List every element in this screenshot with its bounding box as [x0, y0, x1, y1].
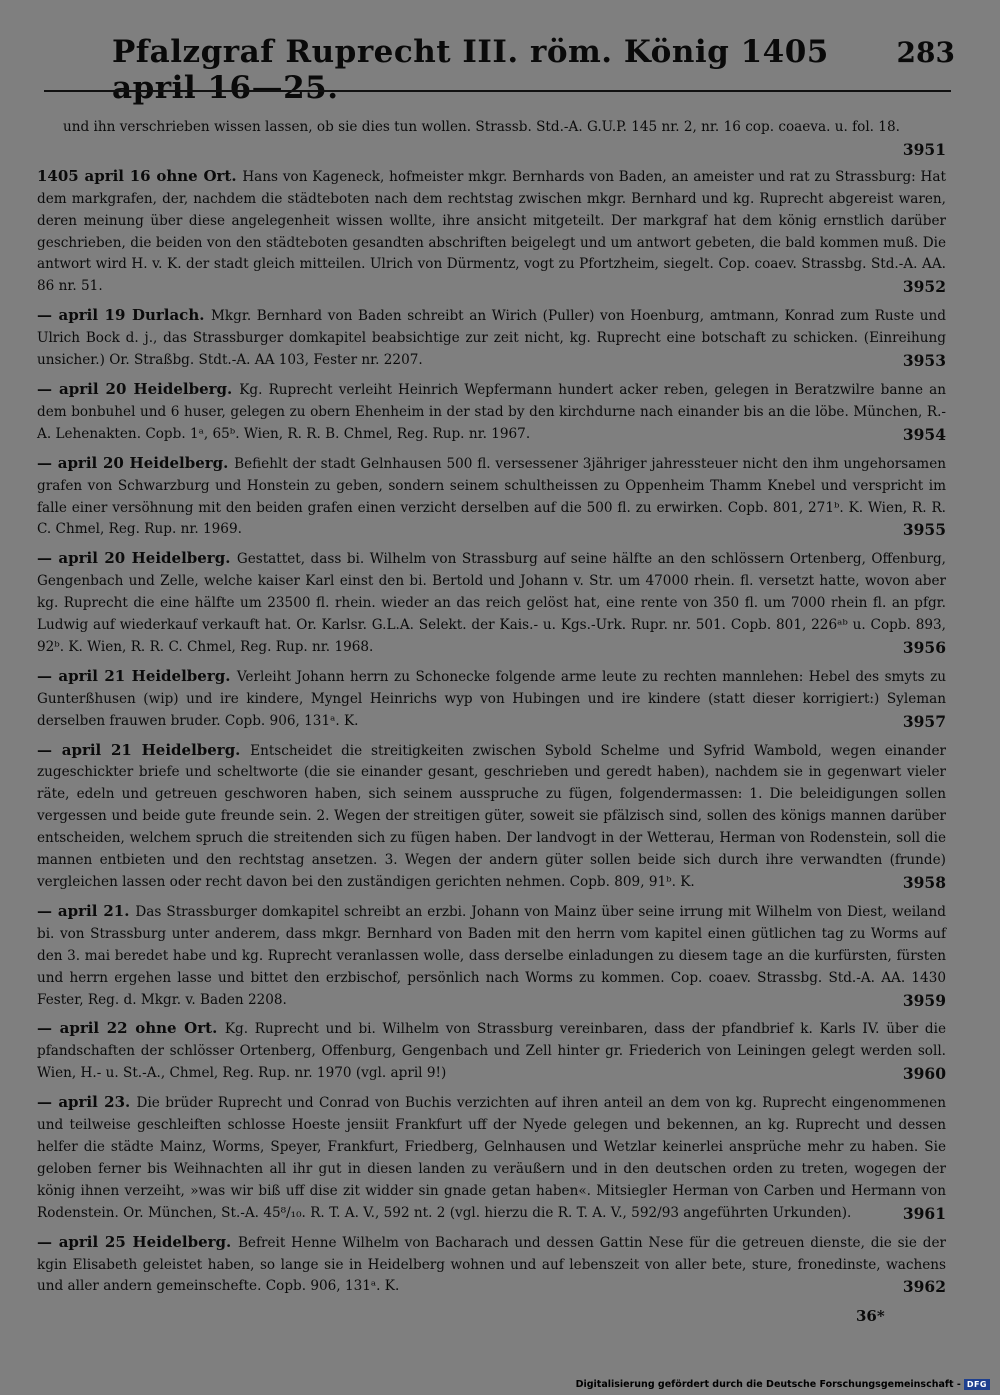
regest-entry: [37, 117, 946, 161]
entry-heading: — april 22 ohne Ort.: [37, 1019, 225, 1038]
entry-text: Verleiht Johann herrn zu Schonecke folgende arme leute zu rechten mannlehen: Hebel des smyts zu Gunterßhusen (wip) und ire kindere, Myngel Heinrichs wyp von Hubingen und ire kindere (statt dieser korrigiert:) Syleman derselben frauwen bruder. Copb. 906, 131ᵃ. K.: [37, 668, 946, 729]
header-title: Pfalzgraf Ruprecht III. röm. König 1405 april 16—25.: [112, 34, 829, 106]
entry-number: 3955: [902, 520, 946, 540]
header-rule: [44, 90, 951, 92]
entry-number: 3952: [902, 277, 946, 297]
page-number: 283: [896, 36, 955, 69]
regest-entry: [37, 305, 946, 372]
entry-text: und ihn verschrieben wissen lassen, ob sie dies tun wollen. Strassb. Std.-A. G.U.P. 145 nr. 2, nr. 16 cop. coaeva. u. fol. 18.: [63, 119, 900, 135]
footer-text: Digitalisierung gefördert durch die Deutsche Forschungsgemeinschaft -: [575, 1379, 961, 1390]
entry-number: 3962: [902, 1277, 946, 1297]
entry-heading: — april 23.: [37, 1093, 137, 1112]
entry-text: Gestattet, dass bi. Wilhelm von Strassburg auf seine hälfte an den schlössern Ortenberg, Offenburg, Gengenbach und Zelle, welche kaiser Karl einst den bi. Bertold und Johann v. Str. um 47000 rhein. fl. versetzt hatte, wovon aber kg. Ruprecht die eine hälfte um 23500 fl. rhein. wieder an das reich gelöst hat, eine rente von 350 fl. um 7000 rhein fl. an pfgr. Ludwig auf wiederkauf verkauft hat. Or. Karlsr. G.L.A. Selekt. der Kais.- u. Kgs.-Urk. Rupr. nr. 501. Copb. 801, 226ᵃᵇ u. Copb. 893, 92ᵇ. K. Wien, R. R. C. Chmel, Reg. Rup. nr. 1968.: [37, 551, 946, 655]
regest-entry: [37, 1232, 946, 1299]
entry-heading: — april 21 Heidelberg.: [37, 666, 237, 685]
entry-number: 3953: [902, 351, 946, 371]
entry-heading: — april 19 Durlach.: [37, 306, 211, 325]
entry-heading: — april 21 Heidelberg.: [37, 740, 251, 759]
entry-number: 3951: [902, 139, 946, 159]
regest-entry: [37, 1092, 946, 1224]
entry-number: 3958: [902, 873, 946, 892]
regesta-list: [37, 117, 946, 1305]
entry-heading: — april 20 Heidelberg.: [37, 453, 235, 472]
entry-text: Kg. Ruprecht und bi. Wilhelm von Strassburg vereinbaren, dass der pfandbrief k. Karls IV. über die pfandschaften der schlösser Ortenberg, Offenburg, Gengenbach und Zell hinter gr. Friederich von Leiningen gelegt werden soll. Wien, H.- u. St.-A., Chmel, Reg. Rup. nr. 1970 (vgl. april 9!): [37, 1021, 946, 1082]
entry-heading: — april 20 Heidelberg.: [37, 379, 240, 398]
entry-heading: — april 21.: [37, 901, 136, 920]
entry-number: 3954: [902, 424, 946, 444]
entry-text: Befiehlt der stadt Gelnhausen 500 fl. versessener 3jähriger jahressteuer nicht den ihm ungehorsamen grafen von Schwarzburg und Honstein zu geben, sondern seinem schultheissen zu Oppenheim Thamm Knebel und verspricht im falle einer versöhnung mit den beiden grafen einen verzicht derselben auf die 500 fl. zu erwirken. Copb. 801, 271ᵇ. K. Wien, R. R. C. Chmel, Reg. Rup. nr. 1969.: [37, 455, 946, 538]
signature-mark: 36*: [856, 1307, 885, 1325]
digitization-footer: [576, 1379, 990, 1390]
regest-entry: [37, 1018, 946, 1085]
entry-number: 3960: [902, 1064, 946, 1084]
regest-entry: [37, 379, 946, 446]
entry-text: Das Strassburger domkapitel schreibt an erzbi. Johann von Mainz über seine irrung mit Wilhelm von Diest, weiland bi. von Strassburg unter anderem, dass mkgr. Bernhard von Baden mit den herrn vom kapitel einen gütlichen tag zu Worms auf den 3. mai beredet habe und kg. Ruprecht veranlassen wolle, dass derselbe einladungen zu diesem tage an die kurfürsten, fürsten und herrn ergehen lasse und bittet den erzbischof, persönlich nach Worms zu kommen. Cop. coaev. Strassbg. Std.-A. AA. 1430 Fester, Reg. d. Mkgr. v. Baden 2208.: [37, 903, 946, 1008]
regest-entry: [37, 548, 946, 659]
regest-entry: [37, 666, 946, 733]
entry-text: Entscheidet die streitigkeiten zwischen Sybold Schelme und Syfrid Wambold, wegen einander zugeschickter briefe und scheltworte (die sie einander gesant, geschrieben und geredt haben), nachdem sie in gegenwart vieler räte, edeln und getreuen geschworen haben, sich seinem ausspruche zu fügen, folgendermassen: 1. Die beleidigungen sollen vergessen und beide gute freunde sein. 2. Wegen der streitigen güter, soweit sie pfälzisch sind, sollen des königs mannen darüber entscheiden, welchem spruch die streitenden sich zu fügen haben. Der landvogt in der Wetterau, Herman von Rodenstein, soll die mannen entbieten und den rechtstag ansetzen. 3. Wegen der andern güter sollen beide sich durch ihre verwandten (frunde) vergleichen lassen oder recht davon bei den zuständigen gerichten nehmen. Copb. 809, 91ᵇ. K.: [37, 742, 946, 890]
entry-heading: — april 20 Heidelberg.: [37, 549, 237, 568]
entry-text: Mkgr. Bernhard von Baden schreibt an Wirich (Puller) von Hoenburg, amtmann, Konrad zum Ruste und Ulrich Bock d. j., das Strassburger domkapitel beabsichtige zur zeit nicht, kg. Ruprecht eine botschaft zu schicken. (Einreihung unsicher.) Or. Straßbg. Stdt.-A. AA 103, Fester nr. 2207.: [37, 308, 946, 369]
entry-heading: — april 25 Heidelberg.: [37, 1232, 238, 1251]
regest-entry: [37, 166, 946, 298]
running-header: [40, 34, 955, 106]
entry-heading: 1405 april 16 ohne Ort.: [37, 166, 243, 185]
entry-text: Die brüder Ruprecht und Conrad von Buchis verzichten auf ihren anteil an dem von kg. Ruprecht eingenommenen und teilweise geschleiften schlosse Hoeste jensiit Frankfurt uff der Nyede gelegen und bekennen, an kg. Ruprecht und dessen helfer die städte Mainz, Worms, Speyer, Frankfurt, Friedberg, Gelnhausen und Wetzlar keinerlei ansprüche mehr zu haben. Sie geloben ferner bis Weihnachten all ihr gut in diesen landen zu veräußern und in den deutschen orden zu treten, wogegen der könig ihnen verzeiht, »was wir biß uff dise zit widder sin gnade getan haben«. Mitsiegler Herman von Carben und Hermann von Rodenstein. Or. München, St.-A. 45⁸/₁₀. R. T. A. V., 592 nt. 2 (vgl. hierzu die R. T. A. V., 592/93 angeführten Urkunden).: [37, 1095, 946, 1221]
entry-number: 3959: [902, 990, 946, 1010]
regest-entry: [37, 453, 946, 542]
regest-entry: [37, 740, 946, 894]
dfg-logo-icon: DFG: [964, 1379, 990, 1390]
entry-text: Befreit Henne Wilhelm von Bacharach und dessen Gattin Nese für die getreuen dienste, die sie der kgin Elisabeth geleistet haben, so lange sie in Heidelberg wohnen und auf lebenszeit von aller bete, sture, fronedinste, wachens und aller andern gemeinschefte. Copb. 906, 131ᵃ. K.: [37, 1234, 946, 1295]
entry-number: 3961: [902, 1203, 946, 1223]
entry-text: Hans von Kageneck, hofmeister mkgr. Bernhards von Baden, an ameister und rat zu Strassburg: Hat dem markgrafen, der, nachdem die städteboten nach dem rechtstag zwischen mkgr. Bernhard und kg. Ruprecht abgereist waren, deren meinung über diese angelegenheit wissen wollte, ihre ansicht mitgeteilt. Der markgraf hat dem könig ernstlich darüber geschrieben, die beiden von den städteboten gesandten abschriften beigelegt und um antwort gebeten, die bald kommen muß. Die antwort wird H. v. K. der stadt gleich mitteilen. Ulrich von Dürmentz, vogt zu Pfortzheim, siegelt. Cop. coaev. Strassbg. Std.-A. AA. 86 nr. 51.: [37, 168, 946, 295]
entry-text: Kg. Ruprecht verleiht Heinrich Wepfermann hundert acker reben, gelegen in Beratzwilre banne an dem bonbuhel und 6 huser, gelegen zu obern Ehenheim in der stad by den kirchdurne nach einander bis an die löbe. München, R.-A. Lehenakten. Copb. 1ᵃ, 65ᵇ. Wien, R. R. B. Chmel, Reg. Rup. nr. 1967.: [37, 381, 946, 442]
entry-number: 3957: [902, 711, 946, 731]
entry-number: 3956: [902, 637, 946, 657]
regest-entry: [37, 901, 946, 1012]
